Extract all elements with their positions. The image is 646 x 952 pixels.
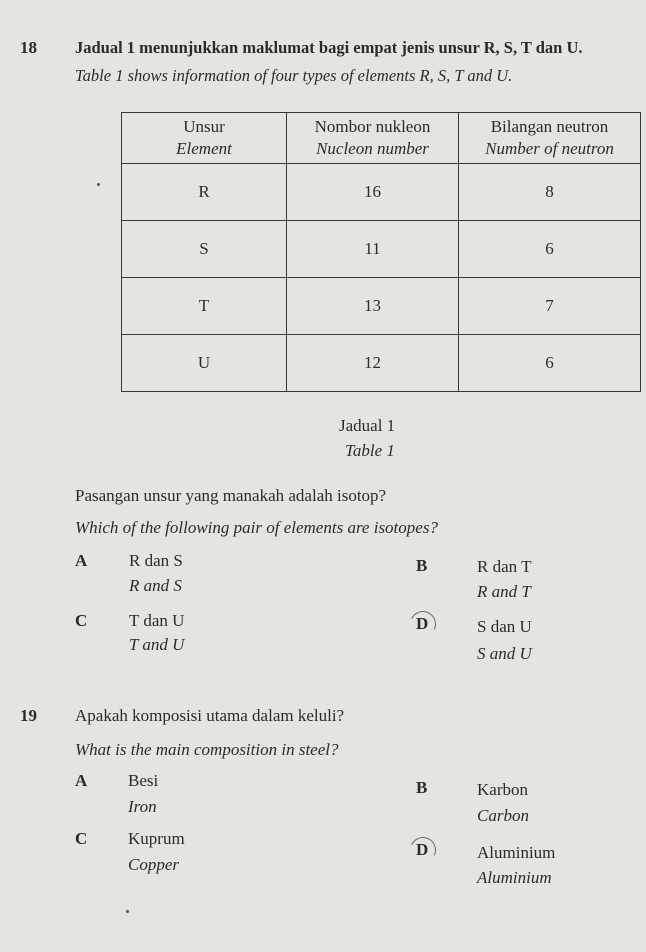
option-letter: A (75, 551, 88, 570)
table-row (122, 164, 641, 221)
option-text-english: S and U (477, 644, 532, 663)
header-neutron-english: Number of neutron (485, 139, 614, 158)
cell-neutron: 7 (459, 278, 641, 335)
cell-neutron: 6 (459, 221, 641, 278)
header-nucleon-english: Nucleon number (316, 139, 429, 158)
table-caption-malay: Jadual 1 (339, 416, 396, 435)
cell-nucleon: 12 (287, 335, 459, 392)
table-row (122, 278, 641, 335)
option-text-malay: R dan S (129, 551, 183, 570)
question-18-stem-english: Table 1 shows information of four types of elements R, S, T and U. (75, 66, 513, 85)
header-neutron-malay: Bilangan neutron (490, 117, 609, 136)
question-18-prompt-english: Which of the following pair of elements are isotopes? (75, 518, 438, 537)
header-nucleon-malay: Nombor nukleon (314, 117, 431, 136)
option-letter: C (75, 611, 88, 630)
table-caption-english: Table 1 (345, 441, 395, 460)
option-text-english: Copper (128, 855, 179, 874)
option-text-malay: Kuprum (128, 829, 185, 848)
option-letter: C (75, 829, 88, 848)
question-18-number: 18 (20, 38, 37, 57)
option-letter: A (75, 771, 88, 790)
table-header-row (122, 113, 641, 164)
header-element (122, 113, 287, 164)
question-19-number: 19 (20, 706, 37, 725)
table-row (122, 221, 641, 278)
option-text-english: Iron (128, 797, 157, 816)
option-letter: D (416, 840, 429, 859)
question-18-prompt-malay: Pasangan unsur yang manakah adalah isotop? (75, 486, 387, 505)
cell-nucleon: 11 (287, 221, 459, 278)
option-text-malay: Karbon (477, 780, 528, 799)
cell-neutron: 8 (459, 164, 641, 221)
cell-element: S (122, 221, 287, 278)
option-text-english: R and S (129, 576, 182, 595)
option-text-english: R and T (477, 582, 531, 601)
option-text-malay: Aluminium (477, 843, 556, 862)
cell-element: T (122, 278, 287, 335)
question-19-prompt-malay: Apakah komposisi utama dalam keluli? (75, 706, 345, 725)
option-text-english: T and U (129, 635, 185, 654)
cell-element: U (122, 335, 287, 392)
option-letter: B (416, 556, 428, 575)
cell-element: R (122, 164, 287, 221)
cell-nucleon: 13 (287, 278, 459, 335)
question-19-prompt-english: What is the main composition in steel? (75, 740, 339, 759)
option-text-malay: R dan T (477, 557, 532, 576)
question-18-stem-malay: Jadual 1 menunjukkan maklumat bagi empat jenis unsur R, S, T dan U. (75, 38, 583, 57)
option-text-malay: T dan U (129, 611, 185, 630)
option-letter: D (416, 614, 429, 633)
cell-neutron: 6 (459, 335, 641, 392)
table-row (122, 335, 641, 392)
stray-mark (97, 183, 100, 186)
option-text-malay: Besi (128, 771, 159, 790)
option-text-english: Carbon (477, 806, 529, 825)
header-element-english: Element (176, 139, 232, 158)
option-text-english: Aluminium (477, 868, 552, 887)
option-text-malay: S dan U (477, 617, 532, 636)
cell-nucleon: 16 (287, 164, 459, 221)
header-nucleon-number (287, 113, 459, 164)
option-letter: B (416, 778, 428, 797)
header-neutron-number (459, 113, 641, 164)
stray-mark (126, 910, 129, 913)
elements-table (121, 112, 641, 392)
header-element-malay: Unsur (183, 117, 225, 136)
